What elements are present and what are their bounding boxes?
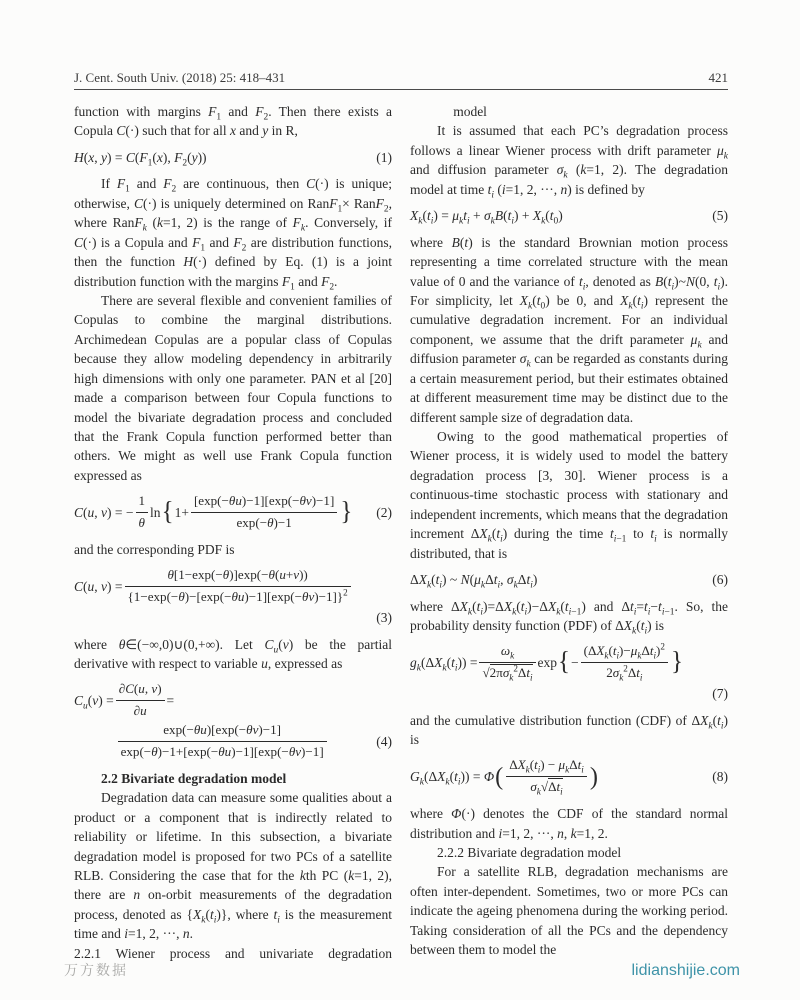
paragraph: where B(t) is the standard Brownian motion process representing a time correlated structure with the mean value of 0 and the variance of $t_i$, denoted as $B(t_i)\sim N(0$, $t_i$). For simplicity, let $X_k(t_0)$ be 0, and $X_k(t_i)$ represent the cumulative degradation increment. For an individual component, we assume that the drift parameter $\mu_k$ and diffusion parameter $\sigma_k$ can be regarded as constants during a certain measurement period, but their estimates obtained at different measurement time may be distinct due to the different sample size of degradation data.	[410, 234, 728, 425]
paragraph: Owing to the good mathematical properties of Wiener process, it is widely used to model the battery degradation process [3, 30]. Wiener process is a continuous-time stochastic process with stationary and independent increments, which means that the degradation increment $\Delta X_k(t_i)$ during the time $t_{i-1}$ to $t_i$ is normally distributed, that is	[410, 429, 728, 561]
heading-continuation: model	[453, 104, 487, 119]
equation-3-lhs: C(u, v) =	[74, 579, 123, 595]
exp-operator: exp	[537, 655, 558, 670]
paragraph: If $F_1$ and $F_2$ are continuous, then C(·) is unique; otherwise, C(·) is uniquely determined on RanF$_1$× RanF$_2$, where RanF$_k$ (k=1, 2) is the range of $F_k$. Conversely, if C(·) is a Copula and $F_1$ and $F_2$ are distribution functions, then the function H(·) defined by Eq. (1) is a joint distribution function with the margins $F_1$ and $F_2$.	[74, 176, 393, 293]
close-brace: }	[340, 497, 353, 526]
equation-1	[74, 148, 392, 167]
paragraph: and the corresponding PDF is	[74, 542, 235, 557]
equation-8-lhs: $G_k(\Delta X_k(t_i)) = \Phi$	[410, 769, 495, 788]
right-column	[410, 102, 728, 963]
paragraph: and the cumulative distribution function (CDF) of $\Delta X_k(t_i)$ is	[410, 712, 728, 747]
website-link[interactable]: lidianshijie.com	[631, 962, 740, 979]
fraction: $\frac{[\exp(-\theta u)-1][\exp(-\theta v)-1]}{\exp(-\theta)-1}$	[191, 492, 337, 533]
section-heading-2-2: 2.2 Bivariate degradation model	[101, 770, 287, 786]
equation-4-lhs: $C_u(v)$ =	[74, 693, 114, 712]
equation-6	[410, 570, 728, 589]
paragraph-continuation: function with margins $F_1$ and $F_2$. Then there exists a Copula C(·) such that for all x and y in R,	[74, 104, 393, 139]
paragraph: It is assumed that each PC’s degradation process follows a linear Wiener process with drift parameter $\mu_k$ and diffusion parameter $\sigma_k$ (k=1, 2). The degradation model at time $t_i$ (i=1, 2, ···, n) is defined by	[410, 123, 729, 201]
page-number: 421	[708, 70, 728, 85]
paragraph: where Φ(·) denotes the CDF of the standard normal distribution and i=1, 2, ···, n, k=1, 2.	[410, 806, 728, 841]
equation-1-number: (1)	[376, 149, 392, 165]
open-brace: {	[558, 647, 571, 676]
equation-7-number: (7)	[712, 686, 728, 702]
subsection-heading-2-2-1: 2.2.1 Wiener process and univariate degradation	[74, 945, 392, 961]
open-brace: {	[161, 497, 174, 526]
page-header	[74, 70, 728, 90]
two-column-body	[74, 102, 728, 963]
paragraph: where θ∈(−∞,0)∪(0,+∞). Let $C_u(v)$ be the partial derivative with respect to variable u, expressed as	[74, 636, 393, 671]
paragraph: There are several flexible and convenient families of Copulas to combine the marginal distributions. Archimedean Copulas are a popular class of Copulas because they allow modeling dependency in arbitrarily high dimensions with only one parameter. PAN et al [20] made a comparison between four Copula functions to model the bivariate degradation process and concluded that the Frank Copula function performed better than others. We might as well use Frank Copula function expressed as	[74, 292, 392, 483]
fraction: $\frac{\omega_k}{√2\pi\sigma_k^2\Delta t_i}$	[479, 642, 535, 683]
journal-reference: J. Cent. South Univ. (2018) 25: 418–431	[74, 70, 286, 85]
equation-4-number: (4)	[376, 733, 392, 749]
fraction: $\frac{\Delta X_k(t_i) - \mu_k\Delta t_i}{\sigma_k√\Delta t_i}$	[506, 756, 587, 797]
equation-6-number: (6)	[712, 572, 728, 588]
close-brace: }	[670, 647, 683, 676]
subsection-heading-2-2-2: 2.2.2 Bivariate degradation model	[437, 844, 622, 860]
equation-3	[74, 566, 392, 627]
fraction: $\frac{\theta[1-\exp(-\theta)]\exp(-\theta(u+v))}{\{1-\exp(-\theta)-[\exp(-\theta u)-1][\exp(-\theta v)-1]\}^2}$	[125, 566, 351, 607]
equation-5	[410, 206, 728, 225]
equation-2-number: (2)	[376, 504, 392, 520]
paragraph: where $\Delta X_k(t_i)=\Delta X_k(t_i)-\Delta X_k(t_{i-1})$ and $\Delta t_i=t_i-t_{i-1}$. So, the probability density function (PDF) of $\Delta X_k(t_i)$ is	[410, 598, 728, 637]
page-footer	[64, 960, 740, 980]
equation-1-body: H(x, $y) = C(F_1(x)$, $F_2(y)$)	[74, 149, 207, 169]
wanfang-watermark: 万方数据	[64, 963, 128, 979]
equation-8-number: (8)	[712, 769, 728, 784]
close-paren: )	[589, 761, 598, 791]
equation-5-body: $X_k(t_i) = \mu_kt_i + \sigma_kB(t_i) + X_k(t_0)$	[410, 208, 563, 227]
ln-operator: ln	[150, 504, 161, 520]
left-column	[74, 102, 392, 963]
equation-2-lhs: C(u, v) = −	[74, 504, 134, 520]
fraction: $\frac{1}{\theta}$	[136, 492, 149, 533]
equation-8	[410, 756, 728, 797]
paragraph: Degradation data can measure some qualities about a product or a component that is indirectly related to reliability or lifetime. In this subsection, a bivariate degradation model is proposed for two PCs of a satellite RLB. Considering the case that for the kth PC (k=1, 2), there are n on-orbit measurements of the degradation process, denoted as $\{X_k(t_i)\}$, where $t_i$ is the measurement time and i=1, 2, ···, n.	[74, 790, 393, 942]
open-paren: (	[495, 761, 504, 791]
equation-5-number: (5)	[712, 208, 728, 224]
equation-4: $C_u(v)$ = $\frac{\partial C(u, v)}{\partial u}$ = $\frac{\exp(-\theta u)[\exp(-\theta v)-1]}{\exp(-\theta)-1+[\exp(-\theta u)-1][\exp(-\theta v)-1]}$ (4)	[74, 680, 392, 761]
equation-3-number: (3)	[376, 610, 392, 626]
equation-2: C(u, v) = − $\frac{1}{\theta}$ ln { 1+ $\frac{[\exp(-\theta u)-1][\exp(-\theta v)-1]}{\exp(-\theta)-1}$ } (2)	[74, 492, 392, 533]
fraction: $\frac{(\Delta X_k(t_i)-\mu_k\Delta t_i)^2}{2\sigma_k^2\Delta t_i}$	[581, 642, 668, 683]
fraction: $\frac{\partial C(u, v)}{\partial u}$	[116, 680, 165, 721]
equation-7: $g_k(\Delta X_k(t_i))$ = $\frac{\omega_k}{√2\pi\sigma_k^2\Delta t_i}$ exp { − $\frac{(\Delta X_k(t_i)-\mu_k\Delta t_i)^2}{2\sigma_k^2\Delta t_i}$ } (7)	[410, 642, 728, 703]
equation-6-body: $\Delta X_k(t_i)$ ~ $N(\mu_k\Delta t_i$, $\sigma_k\Delta t_i$)	[410, 572, 538, 591]
paragraph: For a satellite RLB, degradation mechanisms are often inter-dependent. Sometimes, two or more PCs can indicate the ageing phenomena during the working period. Taking consideration of all the PCs and the dependency between them to model the	[410, 864, 728, 958]
equation-7-lhs: $g_k(\Delta X_k(t_i))$ =	[410, 655, 478, 674]
fraction: $\frac{\exp(-\theta u)[\exp(-\theta v)-1]}{\exp(-\theta)-1+[\exp(-\theta u)-1][\exp(-\theta v)-1]}$	[118, 721, 327, 762]
